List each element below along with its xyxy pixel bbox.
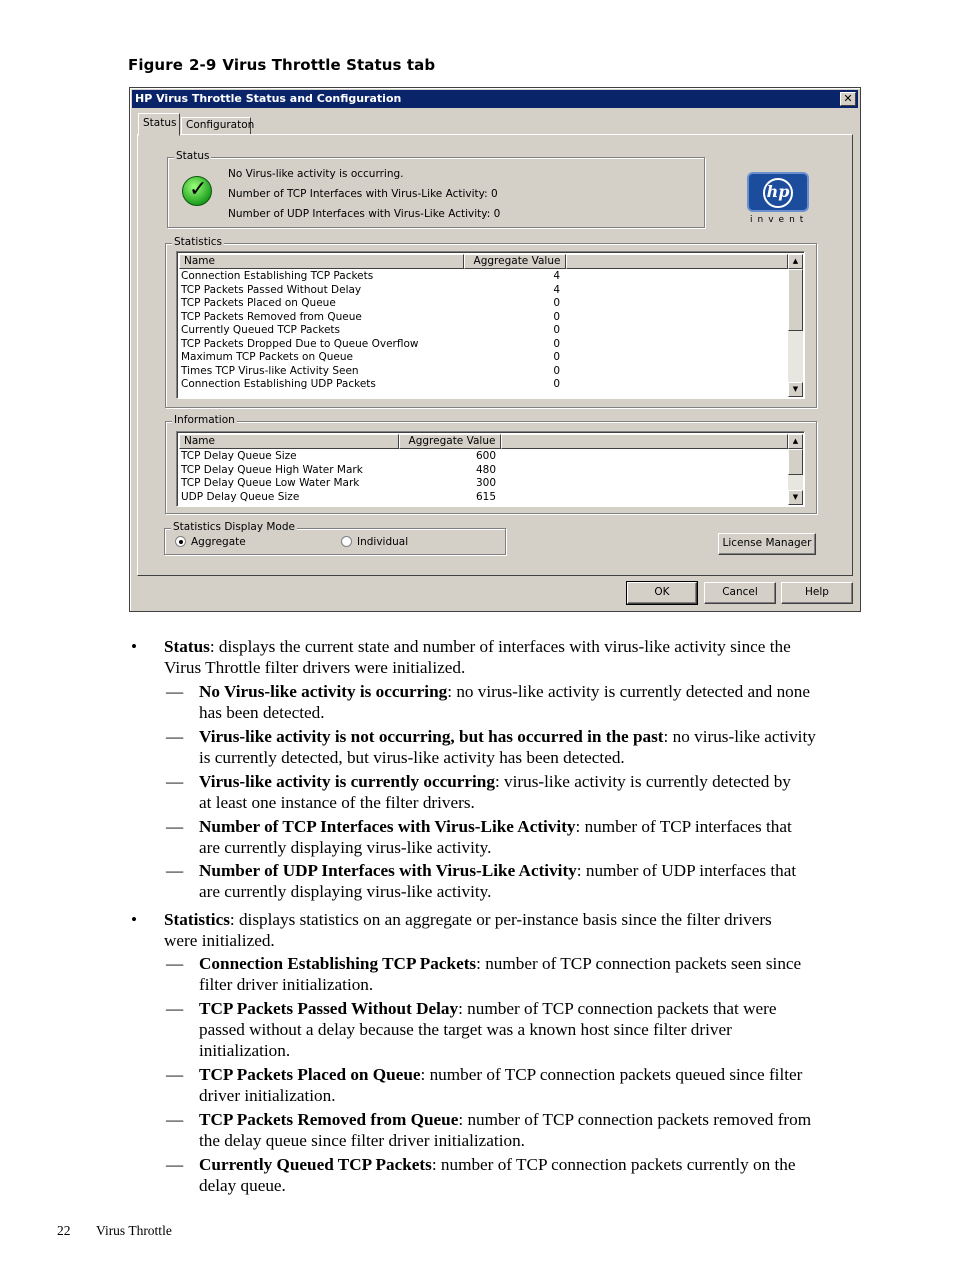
sub-item-paragraph xyxy=(199,998,879,1061)
sub-item-paragraph xyxy=(199,1064,879,1106)
sub-item-term: TCP Packets Passed Without Delay xyxy=(199,999,459,1018)
row-value: 615 xyxy=(475,490,496,503)
table-row[interactable] xyxy=(180,351,788,365)
sub-item-text: : number of TCP connection packets queued since filter xyxy=(420,1065,803,1084)
individual-radio-label: Individual xyxy=(357,536,409,548)
dash-glyph: — xyxy=(166,1065,184,1084)
scroll-up-icon[interactable]: ▲ xyxy=(788,254,803,269)
row-value: 4 xyxy=(553,283,560,296)
sub-item-text-cont: is currently detected, but virus-like activity has been detected. xyxy=(199,748,625,767)
row-name: TCP Packets Dropped Due to Queue Overflow xyxy=(181,337,419,350)
information-group xyxy=(165,414,817,514)
column-header-aggregate-value[interactable]: Aggregate Value xyxy=(399,434,501,449)
sub-item-term: Virus-like activity is not occurring, but has occurred in the past xyxy=(199,727,664,746)
table-row[interactable] xyxy=(180,450,788,464)
column-header-aggregate-value[interactable]: Aggregate Value xyxy=(464,254,566,269)
statistics-scrollbar[interactable] xyxy=(788,254,803,397)
figure-title: Virus Throttle Status tab xyxy=(222,56,436,74)
table-row[interactable] xyxy=(180,270,788,284)
hp-invent-tagline: invent xyxy=(750,215,809,225)
scroll-up-icon[interactable]: ▲ xyxy=(788,434,803,449)
sub-item-text-cont: filter driver initialization. xyxy=(199,975,374,994)
status-udp-interfaces-text: Number of UDP Interfaces with Virus-Like Activity: 0 xyxy=(228,208,501,220)
status-description-cont: Virus Throttle filter drivers were initialized. xyxy=(164,658,466,677)
figure-number: 2-9 xyxy=(188,56,217,74)
statistics-group-legend: Statistics xyxy=(174,236,222,248)
row-value: 0 xyxy=(553,297,560,309)
statistics-rows xyxy=(180,270,788,398)
dash-glyph: — xyxy=(166,1155,184,1174)
sub-item-paragraph xyxy=(199,860,879,902)
sub-item-term: Number of TCP Interfaces with Virus-Like Activity xyxy=(199,817,576,836)
sub-item-text: : number of TCP interfaces that xyxy=(575,817,792,836)
hp-logo-text: hp xyxy=(763,178,793,208)
row-name: TCP Packets Removed from Queue xyxy=(181,310,362,323)
dialog-title: HP Virus Throttle Status and Configuration xyxy=(135,92,402,105)
scroll-thumb[interactable] xyxy=(788,269,803,331)
statistics-list[interactable] xyxy=(176,251,805,399)
dash-glyph: — xyxy=(166,817,184,836)
row-name: TCP Packets Placed on Queue xyxy=(181,297,336,309)
column-header-filler xyxy=(501,434,788,449)
status-activity-text: No Virus-like activity is occurring. xyxy=(228,168,404,180)
sub-item-text: : number of TCP connection packets removed from xyxy=(458,1110,812,1129)
scroll-thumb[interactable] xyxy=(788,449,803,475)
sub-item-term: TCP Packets Removed from Queue xyxy=(199,1110,459,1129)
row-value: 0 xyxy=(553,351,560,363)
table-row[interactable] xyxy=(180,477,788,491)
tab-configuration[interactable]: Configuraton xyxy=(181,117,251,135)
column-header-name[interactable]: Name xyxy=(179,434,399,449)
column-header-name[interactable]: Name xyxy=(179,254,464,269)
display-mode-legend: Statistics Display Mode xyxy=(173,521,295,533)
footer-section-title: Virus Throttle xyxy=(96,1223,172,1238)
dash-glyph: — xyxy=(166,682,184,701)
status-group xyxy=(167,150,705,228)
row-name: Times TCP Virus-like Activity Seen xyxy=(181,364,359,377)
information-list[interactable] xyxy=(176,431,805,507)
statistics-description: : displays statistics on an aggregate or per-instance basis since the filter drivers xyxy=(229,910,772,929)
bullet-glyph: • xyxy=(131,637,138,656)
row-name: Maximum TCP Packets on Queue xyxy=(181,351,353,363)
sub-item-text: : virus-like activity is currently detected by xyxy=(494,772,791,791)
sub-item-text-cont: are currently displaying virus-like activity. xyxy=(199,838,492,857)
check-icon: ✓ xyxy=(182,176,212,206)
figure-caption xyxy=(128,56,435,74)
status-group-legend: Status xyxy=(176,150,210,162)
status-description: : displays the current state and number of interfaces with virus-like activity since the xyxy=(209,637,791,656)
tab-status[interactable]: Status xyxy=(138,113,180,136)
cancel-button[interactable]: Cancel xyxy=(704,582,776,604)
row-name: TCP Delay Queue Size xyxy=(181,450,297,462)
sub-item-paragraph xyxy=(199,1154,879,1196)
sub-item-term: Currently Queued TCP Packets xyxy=(199,1155,432,1174)
row-value: 4 xyxy=(553,270,560,282)
column-header-filler xyxy=(566,254,788,269)
close-icon[interactable]: ✕ xyxy=(840,92,856,106)
statistics-term: Statistics xyxy=(164,910,230,929)
dash-glyph: — xyxy=(166,999,184,1018)
row-name: Connection Establishing TCP Packets xyxy=(181,270,374,282)
sub-item-term: Virus-like activity is currently occurring xyxy=(199,772,495,791)
virus-throttle-dialog xyxy=(129,87,861,612)
information-group-legend: Information xyxy=(174,414,235,426)
sub-item-paragraph xyxy=(199,953,879,995)
table-row[interactable] xyxy=(180,464,788,478)
statistics-bullet-paragraph xyxy=(164,909,874,951)
sub-item-paragraph xyxy=(199,771,879,813)
row-name: TCP Delay Queue Low Water Mark xyxy=(181,477,360,489)
scroll-down-icon[interactable]: ▼ xyxy=(788,490,803,505)
sub-item-text-cont: the delay queue since filter driver initialization. xyxy=(199,1131,525,1150)
row-value: 0 xyxy=(553,324,560,336)
sub-item-text: : no virus-like activity is currently detected and none xyxy=(447,682,810,701)
information-rows xyxy=(180,450,788,506)
status-tcp-interfaces-text: Number of TCP Interfaces with Virus-Like Activity: 0 xyxy=(228,188,498,200)
statistics-display-mode-group xyxy=(164,521,506,555)
sub-item-text-cont: at least one instance of the filter drivers. xyxy=(199,793,475,812)
table-row[interactable] xyxy=(180,311,788,325)
sub-item-paragraph xyxy=(199,1109,879,1151)
row-value: 0 xyxy=(553,364,560,377)
sub-item-paragraph xyxy=(199,681,879,723)
figure-label: Figure xyxy=(128,56,183,74)
table-row[interactable] xyxy=(180,324,788,338)
sub-item-text-cont: are currently displaying virus-like activity. xyxy=(199,882,492,901)
row-value: 0 xyxy=(553,310,560,323)
sub-item-term: Number of UDP Interfaces with Virus-Like Activity xyxy=(199,861,577,880)
sub-item-paragraph xyxy=(199,726,879,768)
table-row[interactable] xyxy=(180,365,788,379)
dash-glyph: — xyxy=(166,727,184,746)
sub-item-text: : no virus-like activity xyxy=(663,727,816,746)
dash-glyph: — xyxy=(166,954,184,973)
row-name: UDP Delay Queue Size xyxy=(181,490,300,503)
sub-item-text-cont: delay queue. xyxy=(199,1176,286,1195)
hp-logo xyxy=(747,172,809,212)
sub-item-term: Connection Establishing TCP Packets xyxy=(199,954,477,973)
table-row[interactable] xyxy=(180,378,788,392)
row-name: Connection Establishing UDP Packets xyxy=(181,378,376,390)
status-bullet-paragraph xyxy=(164,636,874,678)
sub-item-term: No Virus-like activity is occurring xyxy=(199,682,448,701)
dash-glyph: — xyxy=(166,861,184,880)
statistics-description-cont: were initialized. xyxy=(164,931,275,950)
radio-selected-icon xyxy=(175,536,186,547)
row-name: Currently Queued TCP Packets xyxy=(181,324,341,336)
row-value: 0 xyxy=(553,337,560,350)
table-row[interactable] xyxy=(180,297,788,311)
sub-item-text-cont: passed without a delay because the target was a known host since filter driver xyxy=(199,1020,732,1039)
sub-item-text: : number of UDP interfaces that xyxy=(576,861,797,880)
statistics-group xyxy=(165,236,817,408)
statistics-list-header xyxy=(179,254,788,269)
radio-unselected-icon xyxy=(341,536,352,547)
license-manager-button[interactable]: License Manager xyxy=(718,533,816,555)
help-button[interactable]: Help xyxy=(781,582,853,604)
dash-glyph: — xyxy=(166,1110,184,1129)
individual-radio[interactable] xyxy=(341,536,408,548)
dash-glyph: — xyxy=(166,772,184,791)
table-row[interactable] xyxy=(180,491,788,505)
row-value: 600 xyxy=(475,450,496,462)
row-name: TCP Packets Passed Without Delay xyxy=(181,283,362,296)
dialog-titlebar xyxy=(132,90,858,108)
sub-item-text-cont: has been detected. xyxy=(199,703,325,722)
sub-item-text-cont: driver initialization. xyxy=(199,1086,336,1105)
sub-item-text: : number of TCP connection packets seen since xyxy=(476,954,802,973)
row-value: 300 xyxy=(475,477,496,489)
scroll-down-icon[interactable]: ▼ xyxy=(788,382,803,397)
ok-button[interactable]: OK xyxy=(627,582,697,604)
status-term: Status xyxy=(164,637,210,656)
row-value: 0 xyxy=(553,378,560,390)
row-value: 480 xyxy=(475,463,496,476)
sub-item-text: : number of TCP connection packets currently on the xyxy=(431,1155,796,1174)
information-scrollbar[interactable] xyxy=(788,434,803,505)
row-name: TCP Delay Queue High Water Mark xyxy=(181,463,363,476)
sub-item-text-cont: initialization. xyxy=(199,1041,291,1060)
page-number: 22 xyxy=(57,1223,71,1238)
aggregate-radio-label: Aggregate xyxy=(191,536,246,548)
aggregate-radio[interactable] xyxy=(175,536,246,548)
table-row[interactable] xyxy=(180,338,788,352)
information-list-header xyxy=(179,434,788,449)
sub-item-term: TCP Packets Placed on Queue xyxy=(199,1065,421,1084)
sub-item-text: : number of TCP connection packets that were xyxy=(458,999,777,1018)
table-row[interactable] xyxy=(180,284,788,298)
bullet-glyph: • xyxy=(131,910,138,929)
sub-item-paragraph xyxy=(199,816,879,858)
